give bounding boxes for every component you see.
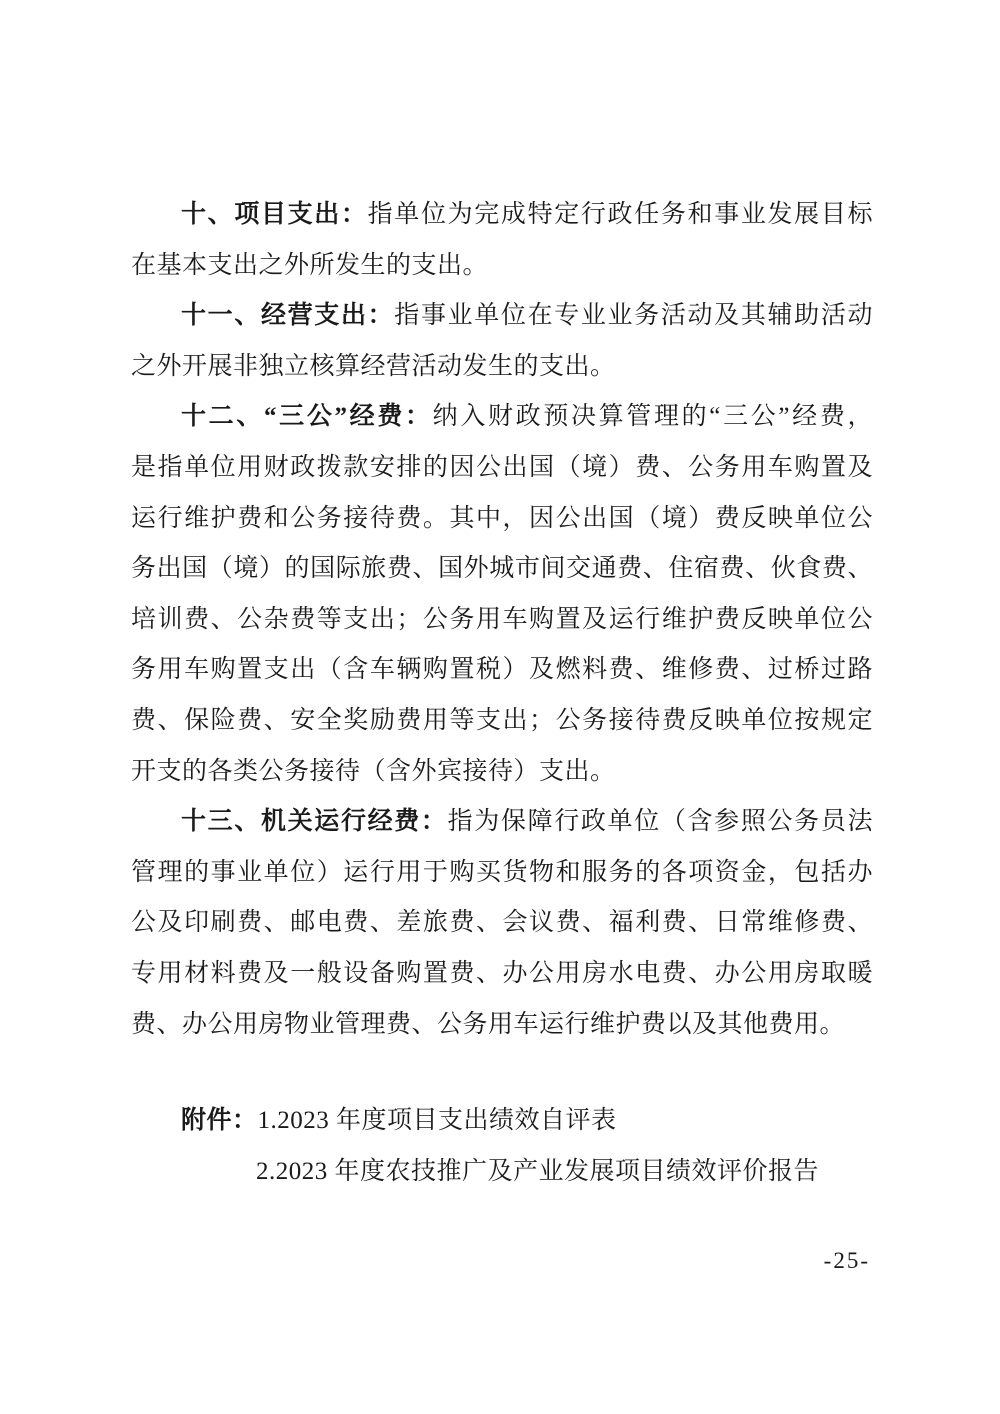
attachments-line (131, 1147, 873, 1198)
body-run: 指为保障行政单位（含参照公务员法 (447, 808, 873, 836)
body-run: 指事业单位在专业业务活动及其辅助活动 (394, 302, 873, 330)
body-line (131, 898, 873, 949)
section-heading: 十一、经营支出： (181, 302, 395, 330)
section-heading: 十、项目支出： (181, 201, 368, 228)
body-run: 指单位为完成特定行政任务和事业发展目标 (367, 201, 873, 228)
body-line (131, 797, 873, 848)
attachments-label: 附件： (181, 1107, 258, 1135)
body-run: 务用车购置支出（含车辆购置税）及燃料费、维修费、过桥过路 (131, 656, 873, 684)
body-line (131, 241, 873, 292)
body-line (131, 747, 873, 798)
section-heading: 十三、机关运行经费： (181, 808, 448, 836)
body-line (131, 443, 873, 494)
body-run: 在基本支出之外所发生的支出。 (131, 251, 489, 279)
body-run: 开支的各类公务接待（含外宾接待）支出。 (131, 757, 616, 785)
body-line (131, 494, 873, 545)
body-line (131, 291, 873, 342)
attachment-item: 1.2023 年度项目支出绩效自评表 (257, 1107, 617, 1135)
body-run: 费、保险费、安全奖励费用等支出；公务接待费反映单位按规定 (131, 706, 873, 734)
body-run: 培训费、公杂费等支出；公务用车购置及运行维护费反映单位公 (131, 605, 873, 633)
body-run: 纳入财政预决算管理的“三公”经费， (432, 403, 873, 431)
body-line (131, 342, 873, 393)
body-line (131, 392, 873, 443)
attachment-item: 2.2023 年度农技推广及产业发展项目绩效评价报告 (256, 1157, 820, 1185)
body-line (131, 696, 873, 747)
body-line (131, 645, 873, 696)
body-run: 运行维护费和公务接待费。其中，因公出国（境）费反映单位公 (131, 504, 873, 532)
body-run: 费、办公用房物业管理费、公务用车运行维护费以及其他费用。 (131, 1010, 846, 1038)
body-line (131, 949, 873, 1000)
attachments-line (131, 1096, 873, 1147)
page-number: -25- (823, 1248, 870, 1273)
body-run: 务出国（境）的国际旅费、国外城市间交通费、住宿费、伙食费、 (131, 555, 873, 583)
body-run: 是指单位用财政拨款安排的因公出国（境）费、公务用车购置及 (131, 453, 873, 481)
body-run: 公及印刷费、邮电费、差旅费、会议费、福利费、日常维修费、 (131, 909, 873, 937)
body-text (131, 190, 873, 1197)
body-run: 管理的事业单位）运行用于购买货物和服务的各项资金，包括办 (131, 858, 873, 886)
body-run: 专用材料费及一般设备购置费、办公用房水电费、办公用房取暖 (131, 959, 873, 987)
section-heading: 十二、“三公”经费： (181, 403, 433, 431)
body-line (131, 544, 873, 595)
body-line (131, 848, 873, 899)
body-line (131, 595, 873, 646)
body-line (131, 190, 873, 241)
body-line (131, 1000, 873, 1051)
body-run: 之外开展非独立核算经营活动发生的支出。 (131, 352, 616, 380)
